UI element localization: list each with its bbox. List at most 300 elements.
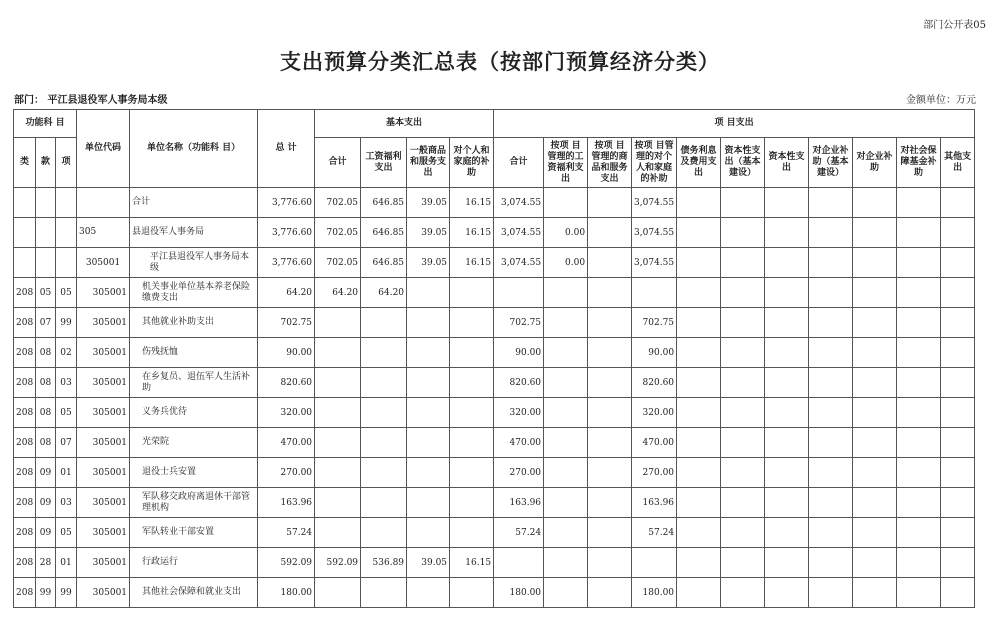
cell-empty xyxy=(677,218,721,248)
cell-p-personal: 820.60 xyxy=(632,368,677,398)
cell-p-sum: 3,074.55 xyxy=(494,188,544,218)
header-project: 项 目支出 xyxy=(494,110,975,138)
cell-b-sum xyxy=(315,308,361,338)
cell-empty xyxy=(721,488,765,518)
cell-empty xyxy=(721,188,765,218)
cell-empty xyxy=(809,248,853,278)
cell-total: 270.00 xyxy=(258,458,315,488)
cell-empty xyxy=(897,578,941,608)
cell-p-personal: 3,074.55 xyxy=(632,218,677,248)
cell-b-salary xyxy=(361,338,407,368)
cell-b-personal xyxy=(450,458,494,488)
cell-empty xyxy=(765,548,809,578)
cell-empty xyxy=(941,218,975,248)
cell-empty xyxy=(897,278,941,308)
cell-empty xyxy=(941,428,975,458)
cell-p-salary xyxy=(544,188,588,218)
cell-code: 305001 xyxy=(77,278,130,308)
cell-empty xyxy=(897,248,941,278)
cell-p-personal: 57.24 xyxy=(632,518,677,548)
cell-code: 305001 xyxy=(77,458,130,488)
cell-empty xyxy=(941,458,975,488)
cell-empty xyxy=(809,518,853,548)
cell-empty xyxy=(765,368,809,398)
cell-empty xyxy=(721,428,765,458)
cell-kuan: 08 xyxy=(36,398,56,428)
cell-b-personal xyxy=(450,398,494,428)
cell-kuan: 07 xyxy=(36,308,56,338)
cell-b-goods xyxy=(407,428,450,458)
cell-p-goods xyxy=(588,398,632,428)
cell-empty xyxy=(941,338,975,368)
cell-empty xyxy=(721,548,765,578)
cell-p-goods xyxy=(588,248,632,278)
cell-p-sum xyxy=(494,548,544,578)
cell-xiang xyxy=(56,188,77,218)
cell-b-goods: 39.05 xyxy=(407,248,450,278)
cell-empty xyxy=(941,488,975,518)
cell-empty xyxy=(853,428,897,458)
table-row xyxy=(14,368,975,398)
cell-code: 305001 xyxy=(77,368,130,398)
cell-lei: 208 xyxy=(14,578,36,608)
cell-lei: 208 xyxy=(14,398,36,428)
cell-empty xyxy=(853,578,897,608)
cell-p-goods xyxy=(588,428,632,458)
cell-b-sum: 592.09 xyxy=(315,548,361,578)
cell-name: 军队移交政府离退休干部管理机构 xyxy=(130,488,258,518)
cell-empty xyxy=(897,308,941,338)
cell-total: 320.00 xyxy=(258,398,315,428)
cell-kuan: 28 xyxy=(36,548,56,578)
cell-p-personal xyxy=(632,548,677,578)
cell-empty xyxy=(897,428,941,458)
cell-kuan xyxy=(36,218,56,248)
cell-kuan: 09 xyxy=(36,488,56,518)
cell-p-personal: 702.75 xyxy=(632,308,677,338)
cell-empty xyxy=(765,578,809,608)
cell-empty xyxy=(853,458,897,488)
cell-total: 820.60 xyxy=(258,368,315,398)
cell-p-salary xyxy=(544,518,588,548)
cell-empty xyxy=(677,248,721,278)
header-project-other: 其他支出 xyxy=(941,138,975,188)
cell-name: 其他社会保障和就业支出 xyxy=(130,578,258,608)
cell-empty xyxy=(941,278,975,308)
cell-p-goods xyxy=(588,488,632,518)
cell-p-goods xyxy=(588,368,632,398)
cell-kuan: 08 xyxy=(36,368,56,398)
cell-empty xyxy=(677,428,721,458)
cell-p-personal: 90.00 xyxy=(632,338,677,368)
cell-empty xyxy=(677,488,721,518)
cell-empty xyxy=(765,278,809,308)
cell-lei: 208 xyxy=(14,338,36,368)
cell-empty xyxy=(897,218,941,248)
cell-kuan: 05 xyxy=(36,278,56,308)
cell-empty xyxy=(853,338,897,368)
cell-kuan: 08 xyxy=(36,338,56,368)
cell-empty xyxy=(853,278,897,308)
cell-b-salary xyxy=(361,578,407,608)
cell-code: 305001 xyxy=(77,338,130,368)
cell-empty xyxy=(809,458,853,488)
table-row xyxy=(14,488,975,518)
cell-b-salary xyxy=(361,368,407,398)
cell-empty xyxy=(897,548,941,578)
cell-p-salary xyxy=(544,398,588,428)
cell-b-goods xyxy=(407,278,450,308)
cell-name: 其他就业补助支出 xyxy=(130,308,258,338)
cell-name: 平江县退役军人事务局本级 xyxy=(130,248,258,278)
cell-kuan xyxy=(36,188,56,218)
cell-name: 县退役军人事务局 xyxy=(130,218,258,248)
header-project-subsidy: 对企业补助 xyxy=(853,138,897,188)
cell-total: 64.20 xyxy=(258,278,315,308)
cell-p-goods xyxy=(588,518,632,548)
cell-b-goods xyxy=(407,488,450,518)
cell-p-salary xyxy=(544,338,588,368)
cell-lei: 208 xyxy=(14,428,36,458)
cell-p-salary: 0.00 xyxy=(544,248,588,278)
cell-xiang: 01 xyxy=(56,458,77,488)
cell-empty xyxy=(853,368,897,398)
header-lei: 类 xyxy=(14,138,36,188)
cell-p-sum: 820.60 xyxy=(494,368,544,398)
cell-code: 305001 xyxy=(77,488,130,518)
cell-empty xyxy=(765,248,809,278)
header-basic: 基本支出 xyxy=(315,110,494,138)
cell-empty xyxy=(765,428,809,458)
cell-empty xyxy=(809,488,853,518)
cell-empty xyxy=(853,218,897,248)
cell-p-goods xyxy=(588,278,632,308)
cell-empty xyxy=(677,308,721,338)
cell-empty xyxy=(853,308,897,338)
cell-name: 光荣院 xyxy=(130,428,258,458)
cell-p-sum: 3,074.55 xyxy=(494,218,544,248)
header-project-goods: 按项 目管理的商品和服务支出 xyxy=(588,138,632,188)
cell-b-personal: 16.15 xyxy=(450,548,494,578)
cell-empty xyxy=(721,308,765,338)
cell-empty xyxy=(941,308,975,338)
table-row xyxy=(14,188,975,218)
header-basic-goods: 一般商品和服务支出 xyxy=(407,138,450,188)
header-project-debt: 债务利息及费用支出 xyxy=(677,138,721,188)
cell-b-sum: 64.20 xyxy=(315,278,361,308)
cell-empty xyxy=(721,518,765,548)
cell-total: 592.09 xyxy=(258,548,315,578)
cell-p-salary xyxy=(544,428,588,458)
budget-table xyxy=(13,109,975,608)
cell-lei: 208 xyxy=(14,488,36,518)
cell-empty xyxy=(721,278,765,308)
cell-total: 90.00 xyxy=(258,338,315,368)
cell-empty xyxy=(677,398,721,428)
table-row xyxy=(14,458,975,488)
cell-lei: 208 xyxy=(14,458,36,488)
cell-empty xyxy=(941,398,975,428)
header-project-subsidy-basic: 对企业补助（基本建设） xyxy=(809,138,853,188)
cell-b-salary xyxy=(361,518,407,548)
cell-lei: 208 xyxy=(14,278,36,308)
cell-p-goods xyxy=(588,548,632,578)
cell-p-salary: 0.00 xyxy=(544,218,588,248)
cell-b-personal xyxy=(450,428,494,458)
cell-total: 180.00 xyxy=(258,578,315,608)
table-row xyxy=(14,338,975,368)
cell-b-goods xyxy=(407,368,450,398)
cell-lei: 208 xyxy=(14,368,36,398)
cell-b-salary: 64.20 xyxy=(361,278,407,308)
cell-p-sum: 702.75 xyxy=(494,308,544,338)
header-unit-code: 单位代码 xyxy=(77,110,130,188)
cell-p-sum: 90.00 xyxy=(494,338,544,368)
header-total: 总 计 xyxy=(258,110,315,188)
cell-b-personal xyxy=(450,578,494,608)
cell-code xyxy=(77,188,130,218)
cell-lei: 208 xyxy=(14,518,36,548)
cell-p-goods xyxy=(588,308,632,338)
cell-empty xyxy=(809,398,853,428)
cell-p-sum: 180.00 xyxy=(494,578,544,608)
cell-empty xyxy=(809,308,853,338)
cell-total: 163.96 xyxy=(258,488,315,518)
cell-empty xyxy=(853,188,897,218)
cell-xiang: 99 xyxy=(56,578,77,608)
cell-empty xyxy=(809,338,853,368)
cell-name: 行政运行 xyxy=(130,548,258,578)
table-row xyxy=(14,548,975,578)
cell-code: 305001 xyxy=(77,398,130,428)
cell-p-sum xyxy=(494,278,544,308)
cell-b-sum xyxy=(315,578,361,608)
table-row xyxy=(14,308,975,338)
cell-p-personal: 163.96 xyxy=(632,488,677,518)
cell-code: 305001 xyxy=(77,428,130,458)
cell-name: 合计 xyxy=(130,188,258,218)
cell-empty xyxy=(941,518,975,548)
cell-b-personal xyxy=(450,518,494,548)
cell-b-goods xyxy=(407,458,450,488)
header-project-capital-basic: 资本性支出（基本建设） xyxy=(721,138,765,188)
cell-empty xyxy=(809,548,853,578)
cell-b-salary xyxy=(361,308,407,338)
cell-p-salary xyxy=(544,458,588,488)
cell-xiang: 01 xyxy=(56,548,77,578)
cell-b-personal xyxy=(450,308,494,338)
cell-xiang: 07 xyxy=(56,428,77,458)
cell-empty xyxy=(765,488,809,518)
cell-name: 机关事业单位基本养老保险缴费支出 xyxy=(130,278,258,308)
cell-p-goods xyxy=(588,458,632,488)
cell-p-salary xyxy=(544,548,588,578)
header-basic-personal: 对个人和家庭的补助 xyxy=(450,138,494,188)
cell-empty xyxy=(809,278,853,308)
cell-empty xyxy=(677,338,721,368)
cell-b-personal xyxy=(450,488,494,518)
cell-p-personal: 470.00 xyxy=(632,428,677,458)
cell-xiang: 03 xyxy=(56,488,77,518)
cell-b-sum: 702.05 xyxy=(315,188,361,218)
department-label: 部门： 平江县退役军人事务局本级 xyxy=(14,95,168,106)
cell-empty xyxy=(677,578,721,608)
cell-p-personal: 180.00 xyxy=(632,578,677,608)
cell-empty xyxy=(765,518,809,548)
header-kuan: 款 xyxy=(36,138,56,188)
cell-p-goods xyxy=(588,218,632,248)
cell-xiang: 99 xyxy=(56,308,77,338)
header-func-subject: 功能科 目 xyxy=(14,110,77,138)
cell-b-goods xyxy=(407,338,450,368)
cell-empty xyxy=(765,308,809,338)
cell-total: 702.75 xyxy=(258,308,315,338)
cell-lei xyxy=(14,248,36,278)
cell-xiang xyxy=(56,218,77,248)
cell-b-sum: 702.05 xyxy=(315,248,361,278)
cell-name: 伤残抚恤 xyxy=(130,338,258,368)
table-row xyxy=(14,428,975,458)
cell-b-sum xyxy=(315,428,361,458)
cell-xiang: 05 xyxy=(56,278,77,308)
cell-p-sum: 3,074.55 xyxy=(494,248,544,278)
cell-empty xyxy=(941,578,975,608)
cell-p-personal: 320.00 xyxy=(632,398,677,428)
cell-empty xyxy=(809,188,853,218)
cell-empty xyxy=(721,248,765,278)
cell-b-personal: 16.15 xyxy=(450,218,494,248)
cell-b-personal xyxy=(450,278,494,308)
cell-xiang xyxy=(56,248,77,278)
cell-p-salary xyxy=(544,308,588,338)
cell-b-salary: 646.85 xyxy=(361,248,407,278)
table-row xyxy=(14,518,975,548)
table-row xyxy=(14,218,975,248)
cell-empty xyxy=(897,338,941,368)
cell-empty xyxy=(677,188,721,218)
cell-b-sum: 702.05 xyxy=(315,218,361,248)
cell-p-goods xyxy=(588,338,632,368)
cell-empty xyxy=(721,578,765,608)
cell-empty xyxy=(897,368,941,398)
cell-b-goods xyxy=(407,578,450,608)
cell-empty xyxy=(677,278,721,308)
cell-total: 57.24 xyxy=(258,518,315,548)
cell-empty xyxy=(853,548,897,578)
cell-total: 3,776.60 xyxy=(258,188,315,218)
cell-p-goods xyxy=(588,578,632,608)
cell-empty xyxy=(897,518,941,548)
cell-p-sum: 320.00 xyxy=(494,398,544,428)
cell-empty xyxy=(765,458,809,488)
cell-empty xyxy=(677,548,721,578)
page-title: 支出预算分类汇总表（按部门预算经济分类） xyxy=(280,49,720,74)
header-project-sum: 合计 xyxy=(494,138,544,188)
cell-p-personal: 3,074.55 xyxy=(632,248,677,278)
cell-p-personal xyxy=(632,278,677,308)
cell-xiang: 02 xyxy=(56,338,77,368)
cell-lei xyxy=(14,218,36,248)
cell-empty xyxy=(765,398,809,428)
header-project-capital: 资本性支出 xyxy=(765,138,809,188)
cell-xiang: 05 xyxy=(56,518,77,548)
cell-name: 军队转业干部安置 xyxy=(130,518,258,548)
header-unit-name: 单位名称（功能科 目） xyxy=(130,110,258,188)
cell-p-sum: 270.00 xyxy=(494,458,544,488)
cell-p-goods xyxy=(588,188,632,218)
cell-b-salary xyxy=(361,398,407,428)
cell-b-sum xyxy=(315,518,361,548)
cell-p-salary xyxy=(544,488,588,518)
cell-empty xyxy=(941,188,975,218)
cell-empty xyxy=(765,338,809,368)
cell-total: 470.00 xyxy=(258,428,315,458)
cell-kuan: 09 xyxy=(36,518,56,548)
cell-empty xyxy=(721,458,765,488)
cell-b-personal: 16.15 xyxy=(450,188,494,218)
header-project-salary: 按项 目管理的工资福利支出 xyxy=(544,138,588,188)
cell-name: 义务兵优待 xyxy=(130,398,258,428)
cell-b-goods xyxy=(407,308,450,338)
cell-empty xyxy=(941,548,975,578)
cell-b-sum xyxy=(315,398,361,428)
cell-p-personal: 270.00 xyxy=(632,458,677,488)
cell-b-salary xyxy=(361,488,407,518)
cell-empty xyxy=(853,488,897,518)
cell-b-salary: 646.85 xyxy=(361,218,407,248)
cell-p-sum: 163.96 xyxy=(494,488,544,518)
cell-empty xyxy=(897,398,941,428)
cell-empty xyxy=(677,368,721,398)
cell-empty xyxy=(721,398,765,428)
header-project-social: 对社会保障基金补助 xyxy=(897,138,941,188)
cell-empty xyxy=(809,428,853,458)
cell-b-personal xyxy=(450,338,494,368)
cell-empty xyxy=(721,218,765,248)
cell-b-personal: 16.15 xyxy=(450,248,494,278)
cell-b-sum xyxy=(315,458,361,488)
table-row xyxy=(14,278,975,308)
cell-total: 3,776.60 xyxy=(258,218,315,248)
cell-empty xyxy=(897,488,941,518)
cell-b-salary: 646.85 xyxy=(361,188,407,218)
cell-empty xyxy=(765,218,809,248)
cell-b-goods xyxy=(407,518,450,548)
cell-empty xyxy=(721,368,765,398)
cell-kuan: 99 xyxy=(36,578,56,608)
cell-code: 305001 xyxy=(77,308,130,338)
cell-p-salary xyxy=(544,368,588,398)
cell-lei: 208 xyxy=(14,548,36,578)
cell-name: 在乡复员、退伍军人生活补助 xyxy=(130,368,258,398)
cell-b-goods: 39.05 xyxy=(407,548,450,578)
cell-xiang: 03 xyxy=(56,368,77,398)
table-header xyxy=(14,110,975,188)
cell-p-salary xyxy=(544,278,588,308)
header-xiang: 项 xyxy=(56,138,77,188)
cell-b-goods: 39.05 xyxy=(407,188,450,218)
cell-kuan xyxy=(36,248,56,278)
cell-lei xyxy=(14,188,36,218)
cell-empty xyxy=(853,398,897,428)
cell-total: 3,776.60 xyxy=(258,248,315,278)
amount-unit-label: 金额单位：万元 xyxy=(906,95,976,106)
cell-empty xyxy=(897,458,941,488)
cell-kuan: 08 xyxy=(36,428,56,458)
cell-empty xyxy=(809,578,853,608)
cell-empty xyxy=(853,518,897,548)
cell-b-salary: 536.89 xyxy=(361,548,407,578)
